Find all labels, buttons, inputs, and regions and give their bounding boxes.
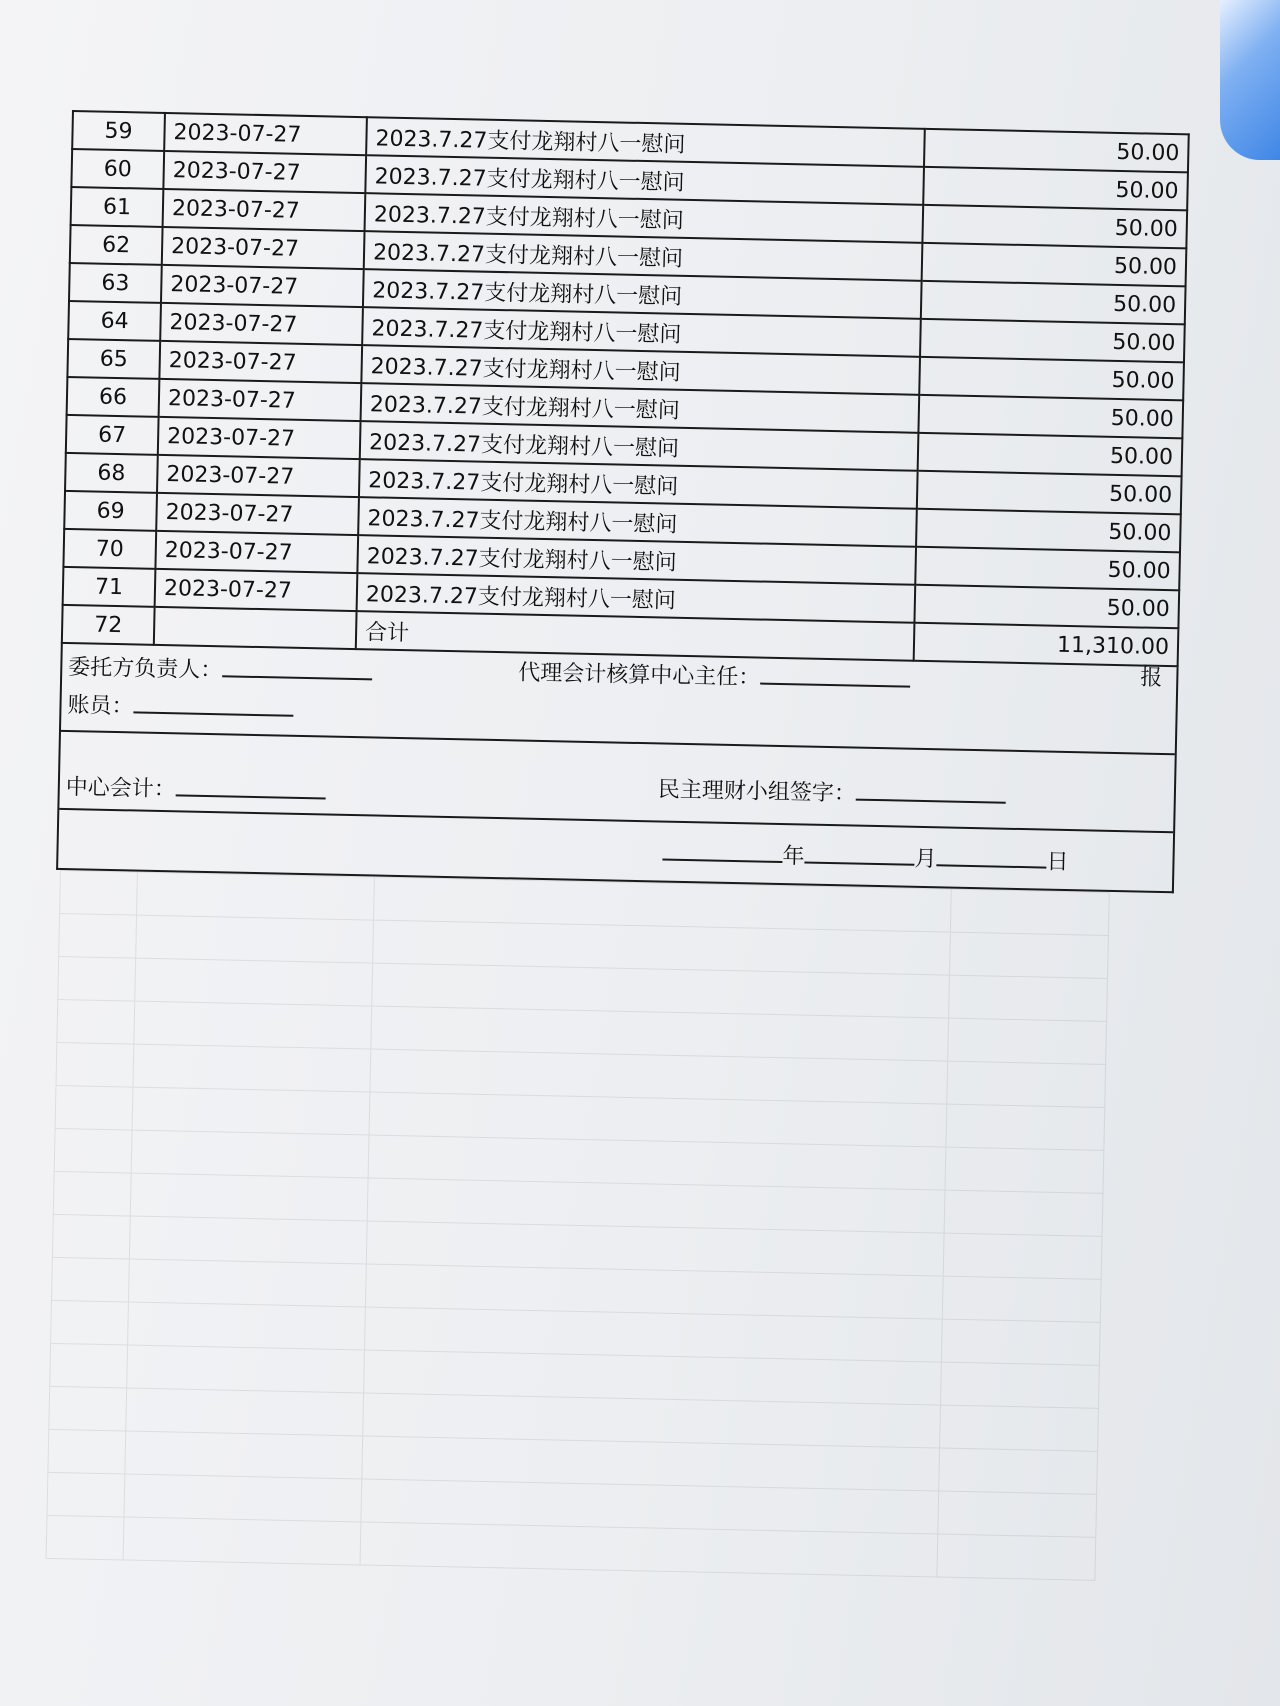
report-mark: 报 <box>1140 665 1163 691</box>
row-description: 2023.7.27支付龙翔村八一慰问 <box>365 193 924 243</box>
row-number: 69 <box>64 491 157 531</box>
bleed-through-table <box>46 870 1160 1582</box>
row-description: 2023.7.27支付龙翔村八一慰问 <box>361 383 920 433</box>
row-number: 65 <box>67 339 160 379</box>
finance-group-signature-line <box>856 798 1006 804</box>
row-date: 2023-07-27 <box>162 227 365 269</box>
row-description: 2023.7.27支付龙翔村八一慰问 <box>365 155 924 205</box>
row-description: 2023.7.27支付龙翔村八一慰问 <box>357 535 916 585</box>
row-number: 64 <box>68 301 161 341</box>
row-description: 2023.7.27支付龙翔村八一慰问 <box>364 231 923 281</box>
row-amount: 50.00 <box>915 547 1180 591</box>
clerk-signature-line <box>133 710 293 716</box>
row-description: 2023.7.27支付龙翔村八一慰问 <box>360 421 919 471</box>
clerk-label: 账员： <box>67 688 294 724</box>
row-date: 2023-07-27 <box>158 417 361 459</box>
row-date: 2023-07-27 <box>159 341 362 383</box>
ledger-table <box>61 110 1190 667</box>
total-row-number: 72 <box>62 605 155 645</box>
row-amount: 50.00 <box>922 205 1187 249</box>
row-number: 62 <box>70 225 163 265</box>
row-description: 2023.7.27支付龙翔村八一慰问 <box>359 459 918 509</box>
row-date: 2023-07-27 <box>164 113 367 155</box>
ledger-sheet <box>56 110 1190 893</box>
month-label: 月 <box>914 846 937 873</box>
client-head-signature-line <box>222 674 372 680</box>
day-label: 日 <box>1046 849 1069 876</box>
row-number: 61 <box>71 187 164 227</box>
row-number: 70 <box>63 529 156 569</box>
total-amount: 11,310.00 <box>914 623 1179 667</box>
row-number: 67 <box>66 415 159 455</box>
row-description: 2023.7.27支付龙翔村八一慰问 <box>363 269 922 319</box>
row-amount: 50.00 <box>916 509 1181 553</box>
row-number: 68 <box>65 453 158 493</box>
row-date: 2023-07-27 <box>155 569 358 611</box>
center-director-label: 代理会计核算中心主任： <box>518 655 911 694</box>
year-label: 年 <box>782 844 805 870</box>
row-amount: 50.00 <box>918 433 1183 477</box>
row-amount: 50.00 <box>919 357 1184 401</box>
row-amount: 50.00 <box>921 281 1186 325</box>
row-amount: 50.00 <box>918 395 1183 439</box>
row-number: 63 <box>69 263 162 303</box>
row-number: 60 <box>71 149 164 189</box>
row-date: 2023-07-27 <box>155 531 358 573</box>
row-date: 2023-07-27 <box>157 455 360 497</box>
row-amount: 50.00 <box>920 319 1185 363</box>
client-head-label: 委托方负责人： <box>68 650 373 687</box>
row-amount: 50.00 <box>923 167 1188 211</box>
center-director-signature-line <box>760 682 910 688</box>
row-date: 2023-07-27 <box>156 493 359 535</box>
row-number: 59 <box>72 111 165 151</box>
signature-block <box>56 644 1178 893</box>
date-fields <box>662 837 1069 876</box>
row-amount: 50.00 <box>914 585 1179 629</box>
row-number: 66 <box>67 377 160 417</box>
row-amount: 50.00 <box>924 129 1189 173</box>
row-date: 2023-07-27 <box>161 265 364 307</box>
row-amount: 50.00 <box>917 471 1182 515</box>
row-description: 2023.7.27支付龙翔村八一慰问 <box>358 497 917 547</box>
center-accountant-signature-line <box>176 793 326 799</box>
row-number: 71 <box>63 567 156 607</box>
row-description: 2023.7.27支付龙翔村八一慰问 <box>361 345 920 395</box>
row-amount: 50.00 <box>922 243 1187 287</box>
row-date: 2023-07-27 <box>159 379 362 421</box>
row-description: 2023.7.27支付龙翔村八一慰问 <box>362 307 921 357</box>
finance-group-label: 民主理财小组签字： <box>658 772 1007 810</box>
row-date: 2023-07-27 <box>160 303 363 345</box>
total-empty-cell <box>154 607 357 649</box>
center-accountant-label: 中心会计： <box>66 770 327 806</box>
row-date: 2023-07-27 <box>163 151 366 193</box>
row-description: 2023.7.27支付龙翔村八一慰问 <box>357 573 916 623</box>
row-date: 2023-07-27 <box>163 189 366 231</box>
total-label: 合计 <box>356 611 915 661</box>
next-page-edge <box>1220 0 1280 160</box>
row-description: 2023.7.27支付龙翔村八一慰问 <box>366 117 925 167</box>
